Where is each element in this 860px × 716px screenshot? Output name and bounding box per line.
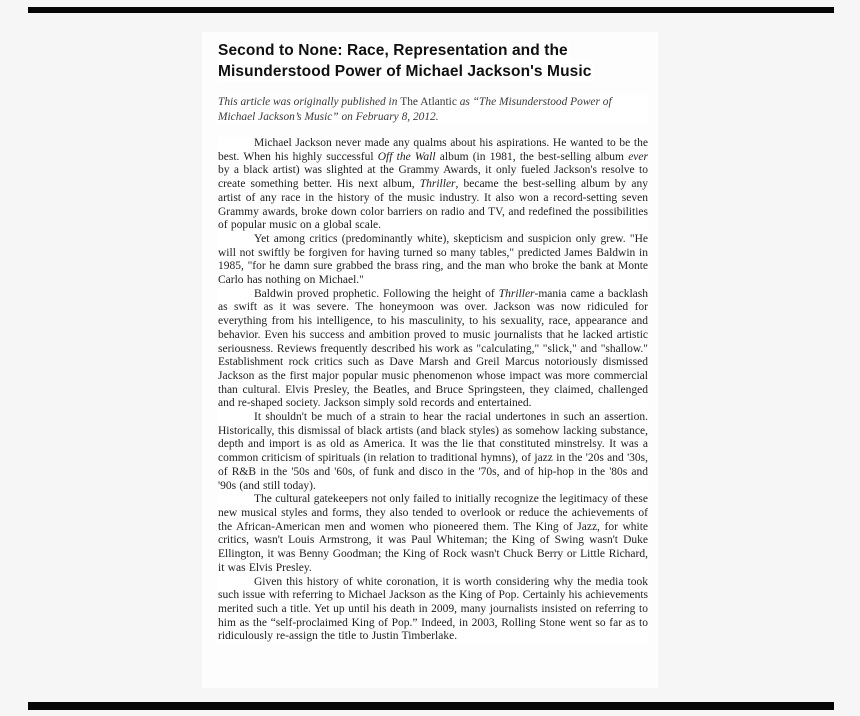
note-pre-text: This article was originally published in: [218, 96, 401, 108]
publication-name: The Atlantic: [400, 96, 457, 108]
paragraph: [218, 576, 648, 645]
italic-text: ever: [628, 150, 648, 163]
paragraph: [218, 233, 648, 288]
text-segment: Given this history of white coronation, it is worth considering why the media took such issue with referring to Michael Jackson as the King of Pop. Certainly his achievements merited such a title. Yet up until his death in 2009, many journalists insisted on referring to him as the “self-proclaimed King of Pop.” Indeed, in 2003, Rolling Stone went so far as to ridiculously re-assign the title to Justin Timberlake.: [218, 575, 648, 643]
text-segment: Yet among critics (predominantly white), skepticism and suspicion only grew. "He will not swiftly be forgiven for having turned so many tables," predicted James Baldwin in 1985, "for he damn sure grabbed the brass ring, and the man who broke the bank at Monte Carlo has nothing on Michael.": [218, 232, 648, 287]
bottom-scan-bar: [28, 702, 834, 710]
title-line-1: Second to None: Race, Representation and the: [218, 42, 568, 59]
italic-text: Off the Wall: [377, 150, 436, 163]
text-segment: Michael Jackson never made any qualms about his aspirations. He wanted to be the best. When his highly successful: [218, 137, 648, 163]
title-line-2: Misunderstood Power of Michael Jackson's Music: [218, 63, 592, 80]
text-segment: It shouldn't be much of a strain to hear the racial undertones in such an assertion. Historically, this dismissal of black artists (and black styles) as somehow lacking substance, depth and import is as old as America. It was the lie that constituted minstrelsy. It was a common criticism of spirituals (in relation to traditional hymns), of jazz in the '20s and '30s, of R&B in the '50s and '60s, of funk and disco in the '70s, and of hip-hop in the '80s and '90s (and still today).: [218, 411, 648, 492]
text-segment: The cultural gatekeepers not only failed to initially recognize the legitimacy of these new musical styles and forms, they also tended to overlook or reduce the achievements of the African-American men and women who pioneered them. The King of Jazz, for white critics, wasn't Louis Armstrong, it was Paul Whiteman; the King of Swing wasn't Duke Ellington, it was Benny Goodman; the King of Rock wasn't Chuck Berry or Little Richard, it was Elvis Presley.: [218, 493, 648, 574]
paragraph: [218, 288, 648, 411]
text-segment: album (in 1981, the best-selling album: [435, 150, 629, 163]
note-post-text: as “The Misunderstood Power of Michael Jackson’s Music” on February 8, 2012.: [218, 96, 612, 123]
paragraph: [218, 137, 648, 233]
publication-note: [218, 95, 648, 124]
italic-text: Thriller: [419, 178, 456, 191]
article: [218, 40, 648, 644]
text-segment: Baldwin proved prophetic. Following the height of: [254, 287, 499, 300]
italic-text: Thriller: [498, 287, 535, 300]
page-title: [218, 40, 648, 82]
article-body: [218, 137, 648, 644]
top-scan-bar: [28, 7, 834, 13]
text-segment: , became the best-selling album by any artist of any race in the history of the music industry. It also won a record-setting seven Grammy awards, broke down color barriers on radio and TV, and redefined the possibilities of popular music on a global scale.: [218, 178, 648, 232]
paragraph: [218, 493, 648, 575]
text-segment: -mania came a backlash as swift as it was severe. The honeymoon was over. Jackson was now ridiculed for everything from his intelligence, to his masculinity, to his sexuality, race, appearance and behavior. Even his success and ambition proved to music journalists that he lacked artistic seriousness. Reviews frequently described his work as "calculating," "slick," and "shallow." Establishment rock critics such as Dave Marsh and Greil Marcus notoriously dismissed Jackson as the first major popular music phenomenon whose impact was more commercial than cultural. Elvis Presley, the Beatles, and Bruce Springsteen, they claimed, challenged and re-shaped society. Jackson simply sold records and entertained.: [218, 287, 648, 410]
text-segment: by a black artist) was slighted at the Grammy Awards, it only fueled Jackson's resolve to create something better. His next album,: [218, 164, 648, 191]
paragraph: [218, 411, 648, 493]
